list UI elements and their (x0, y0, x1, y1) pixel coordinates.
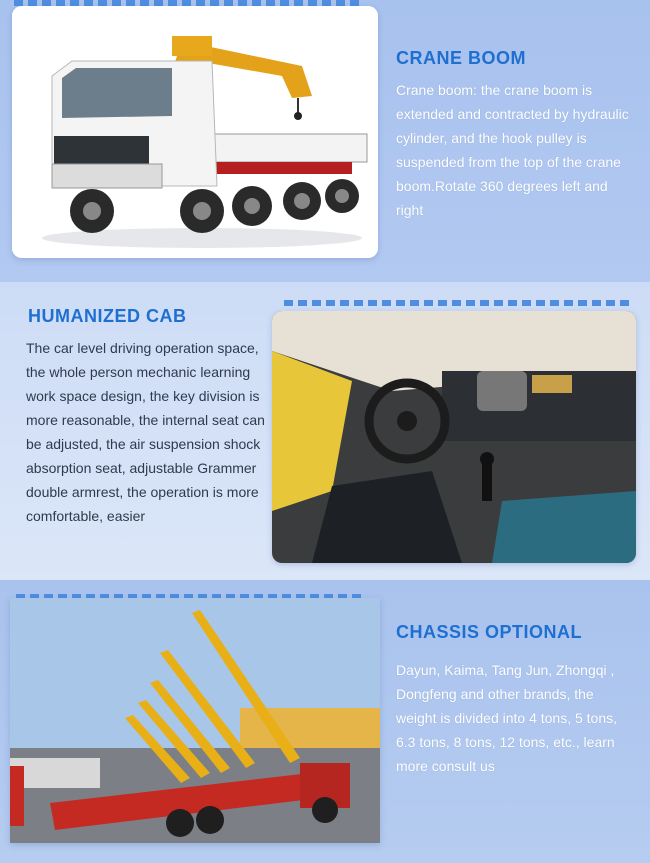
section-description: The car level driving operation space, the whole person mechanic learning work space design, the key division is more reasonable, the internal seat can be adjusted, the air suspension shock absorption seat, adjustable Grammer double armrest, the operation is more comfortable, easier (26, 340, 265, 524)
section-description: Dayun, Kaima, Tang Jun, Zhongqi , Dongfeng and other brands, the weight is divided into 4 tons, 5 tons, 6.3 tons, 8 tons, 12 tons, etc., learn more consult us (396, 662, 618, 774)
decorative-dash-line (284, 300, 634, 306)
crane-truck-photo (12, 6, 378, 258)
humanized-cab-section (0, 282, 650, 580)
section-heading: HUMANIZED CAB (28, 306, 187, 326)
fleet-of-crane-trucks-photo (10, 598, 380, 843)
section-heading: CRANE BOOM (396, 48, 526, 68)
section-heading: CHASSIS OPTIONAL (396, 622, 583, 642)
section-description: Crane boom: the crane boom is extended and contracted by hydraulic cylinder, and the hook pulley is suspended from the top of the crane boom.Rotate 360 degrees left and right (396, 82, 629, 218)
crane-boom-section (0, 0, 650, 282)
cab-interior-photo (272, 311, 636, 563)
chassis-optional-section (0, 580, 650, 863)
